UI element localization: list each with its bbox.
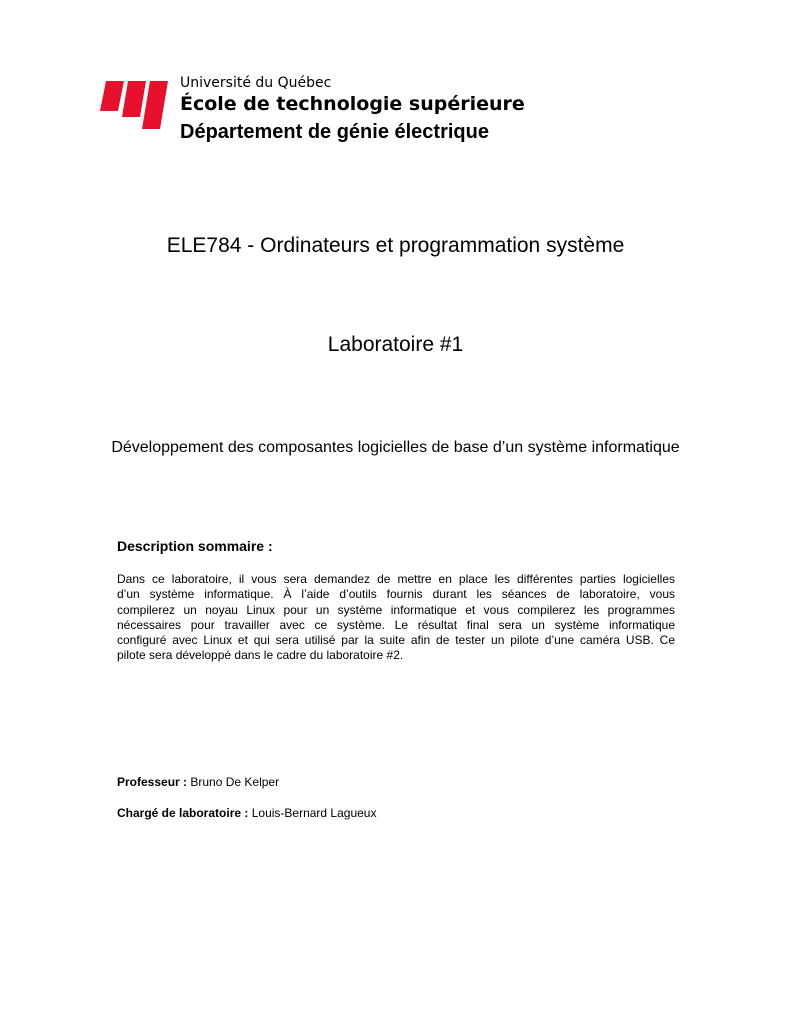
ets-logo [100,75,168,129]
university-name: Université du Québec [180,75,332,91]
description-line: configuré avec Linux et qui sera utilisé par la suite afin de tester un pilote d’une caméra USB. Ce [117,633,675,648]
department-name: Département de génie électrique [180,121,489,143]
lab-title: Laboratoire #1 [327,333,464,356]
lab-subtitle: Développement des composantes logicielles de base d’un système informatique [111,439,680,456]
lab-tech-label: Chargé de laboratoire : [117,806,249,820]
school-name: École de technologie supérieure [180,93,525,115]
description-heading: Description sommaire : [117,538,273,554]
description-line: Dans ce laboratoire, il vous sera demandez de mettre en place les différentes parties logicielles [117,572,675,586]
description-line: pilote sera développé dans le cadre du laboratoire #2. [117,648,404,663]
logo-bar [122,81,146,117]
logo-bar [100,81,124,111]
description-body [117,572,675,664]
course-title: ELE784 - Ordinateurs et programmation système [166,234,625,257]
description-line: nécessaires pour travailler avec ce système. Le résultat final sera un système informatique [117,617,675,632]
professor-label: Professeur : [117,775,188,789]
professor-line [117,775,279,789]
description-line: d’un système informatique. À l’aide d’outils fournis durant les séances de laboratoire, vous [117,587,675,602]
description-line: compilerez un noyau Linux pour un système informatique et vous compilerez les programmes [117,602,675,617]
lab-tech-line [117,806,376,820]
logo-bar [142,81,168,129]
professor-name: Bruno De Kelper [190,775,280,789]
lab-tech-name: Louis-Bernard Lagueux [251,806,377,820]
